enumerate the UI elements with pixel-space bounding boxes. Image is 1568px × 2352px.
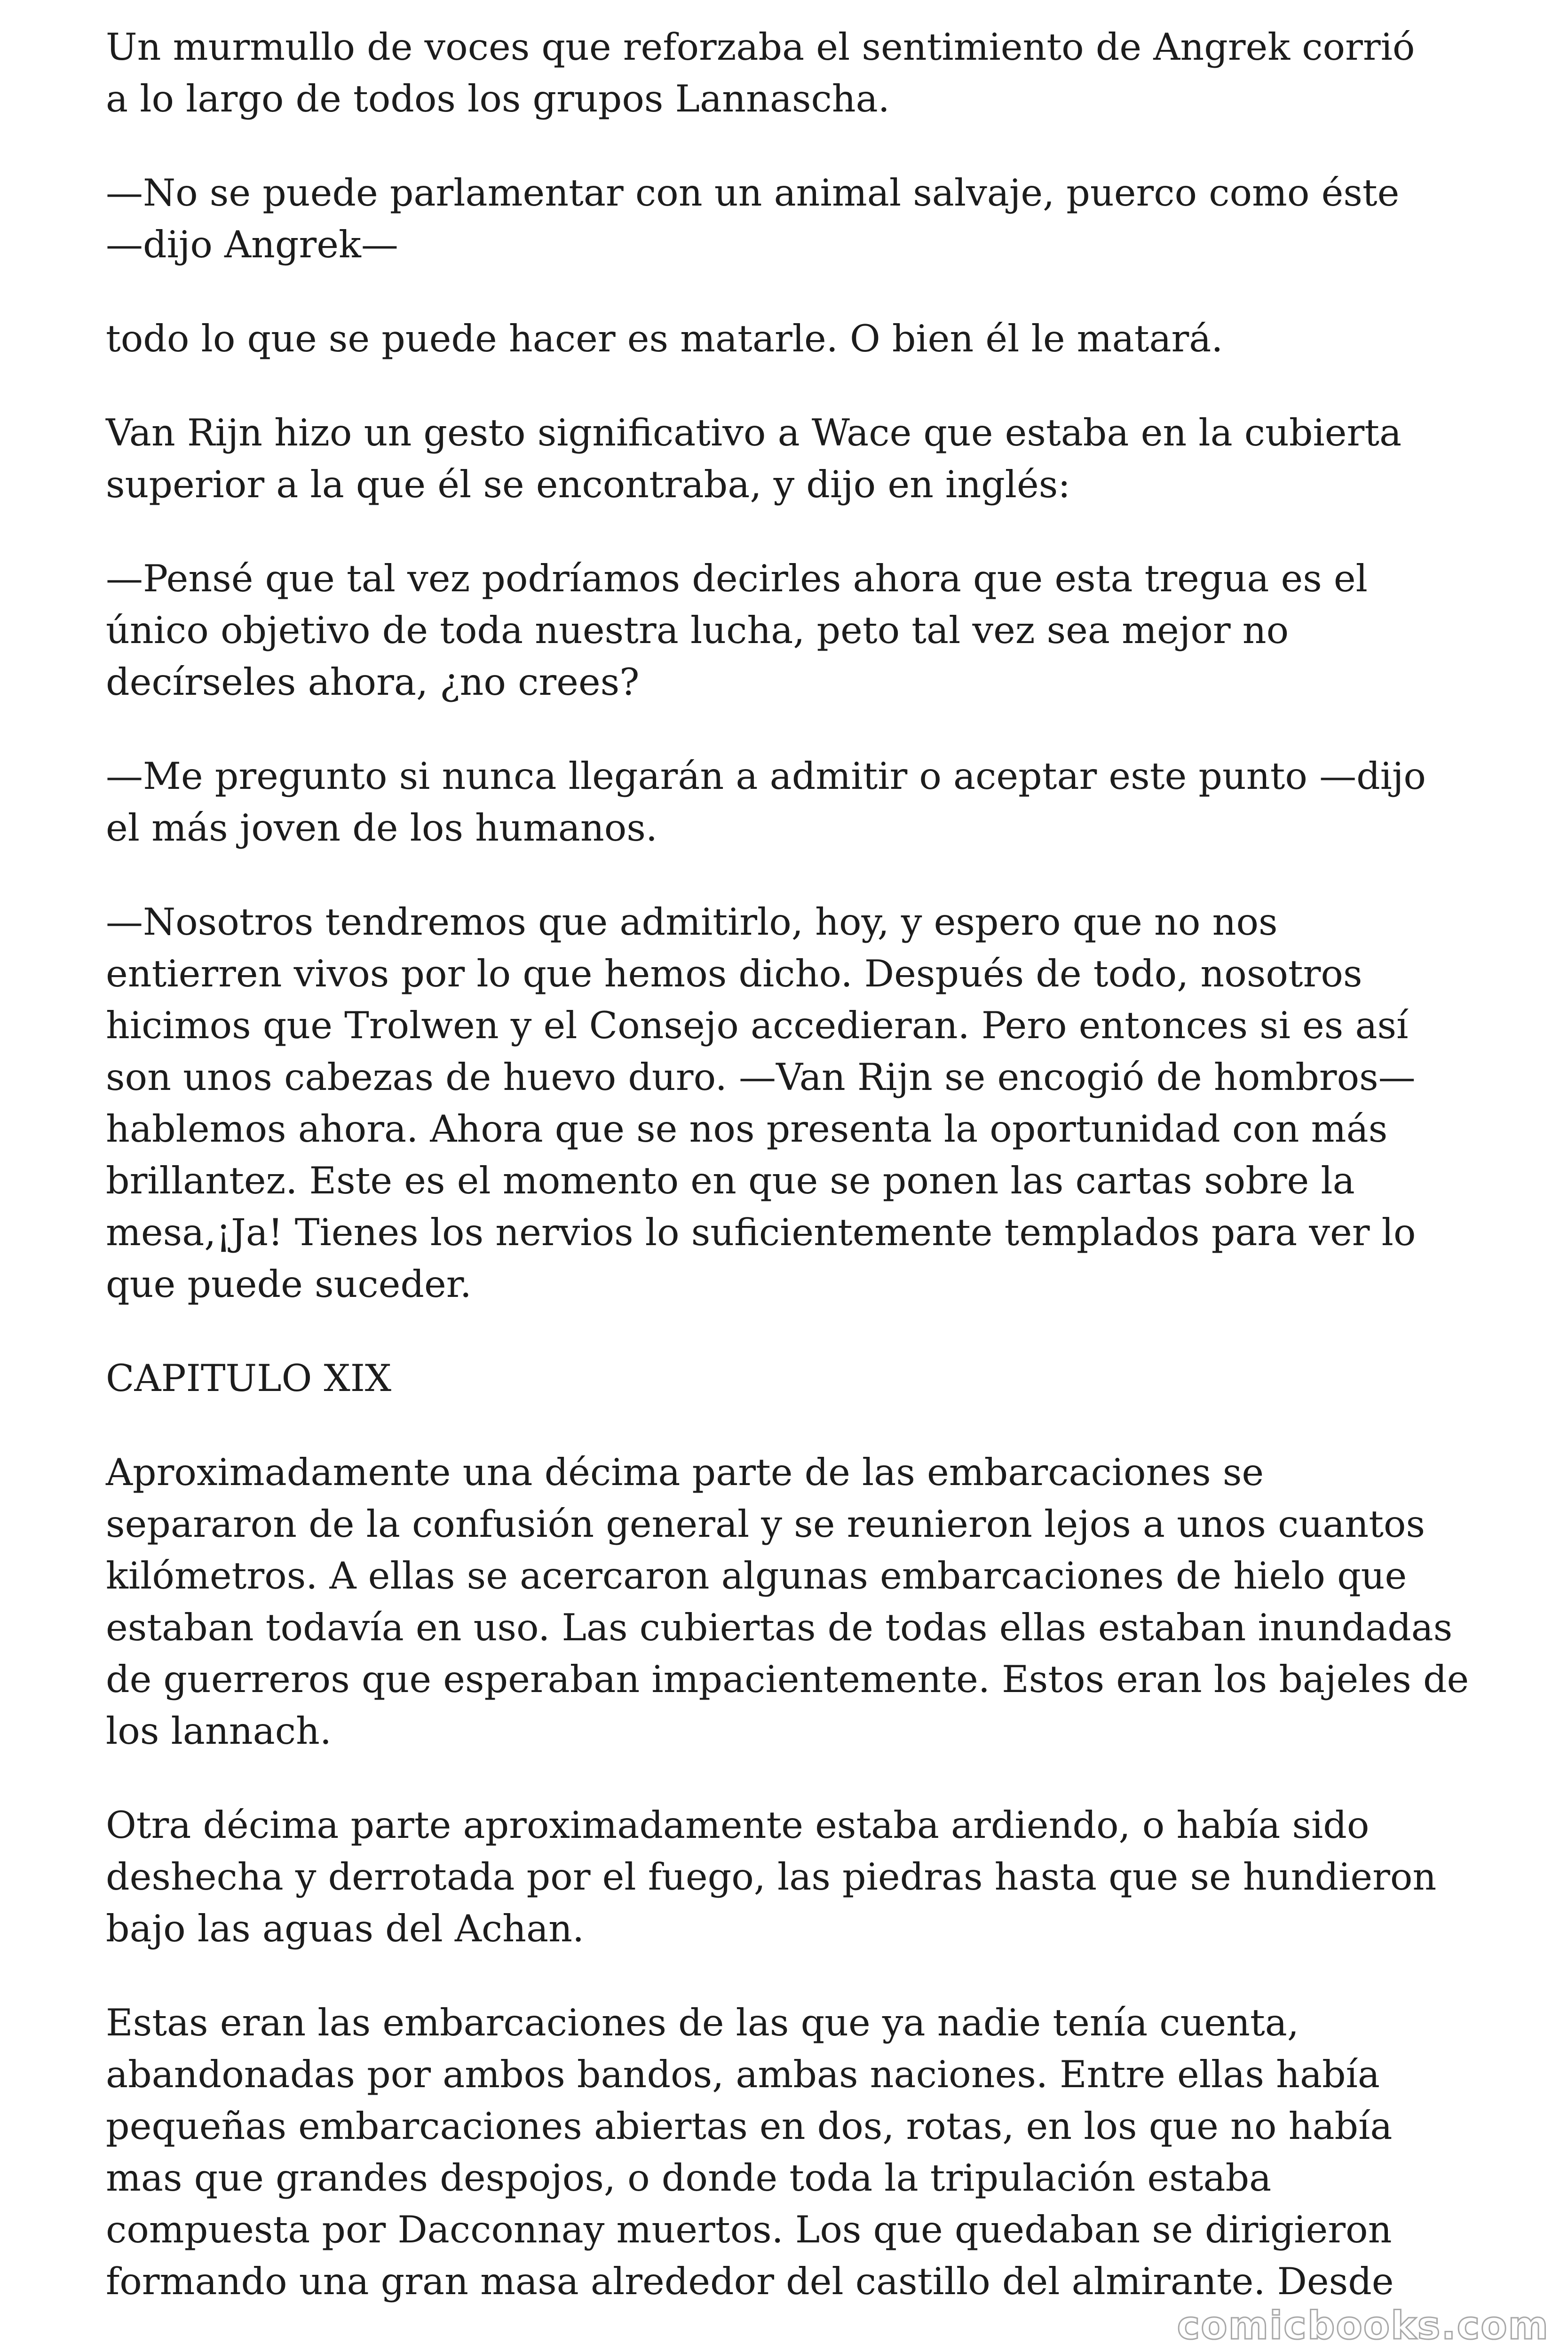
paragraph-9: Otra décima parte aproximadamente estaba ardiendo, o había sido deshecha y derrotada por el fuego, las piedras hasta que se hundieron bajo las aguas del Achan. xyxy=(106,1804,1437,1950)
chapter-heading: CAPITULO XIX xyxy=(106,1357,392,1400)
paragraph-3: todo lo que se puede hacer es matarle. O bien él le matará. xyxy=(106,317,1223,360)
paragraph-6: —Me pregunto si nunca llegarán a admitir o aceptar este punto —dijo el más joven de los humanos. xyxy=(106,755,1426,850)
paragraph-7: —Nosotros tendremos que admitirlo, hoy, y espero que no nos entierren vivos por lo que hemos dicho. Después de todo, nosotros hicimos que Trolwen y el Consejo accedieran. Pero entonces si es así son unos cabezas de huevo duro. —Van Rijn se encogió de hombros— hablemos ahora. Ahora que se nos presenta la oportunidad con más brillantez. Este es el momento en que se ponen las cartas sobre la mesa,¡Ja! Tienes los nervios lo suficientemente templados para ver lo que puede suceder. xyxy=(106,900,1416,1306)
paragraph-5: —Pensé que tal vez podríamos decirles ahora que esta tregua es el único objetivo de toda nuestra lucha, peto tal vez sea mejor no decírseles ahora, ¿no crees? xyxy=(106,557,1368,704)
paragraph-8: Aproximadamente una décima parte de las embarcaciones se separаron de la confusión general y se reunieron lejos a unos cuantos kilómetros. A ellas se acercaron algunas embarcaciones de hielo que estaban todavía en uso. Las cubiertas de todas ellas estaban inundadas de guerreros que esperaban impacientemente. Estos eran los bajeles de los lannach. xyxy=(106,1451,1469,1753)
text-column xyxy=(106,21,1479,2350)
paragraph-10: Estas eran las embarcaciones de las que ya nadie tenía cuenta, abandonadas por ambos bandos, ambas naciones. Entre ellas había pequeñas embarcaciones abiertas en dos, rotas, en los que no había mas que grandes despojos, o donde toda la tripulación estaba compuesta por Dacconnay muertos. Los que quedaban se dirigieron formando una gran masa alrededor del castillo del almirante. Desde xyxy=(106,2001,1394,2303)
paragraph-4: Van Rijn hizo un gesto significativo a Wace que estaba en la cubierta superior a la que él se encontraba, y dijo en inglés: xyxy=(106,411,1402,506)
paragraph-1: Un murmullo de voces que reforzaba el sentimiento de Angrek corrió a lo largo de todos los grupos Lannascha. xyxy=(106,25,1415,120)
site-watermark: comicbooks.com xyxy=(1177,2304,1549,2348)
paragraph-2: —No se puede parlamentar con un animal salvaje, puerco como éste —dijo Angrek— xyxy=(106,171,1400,266)
